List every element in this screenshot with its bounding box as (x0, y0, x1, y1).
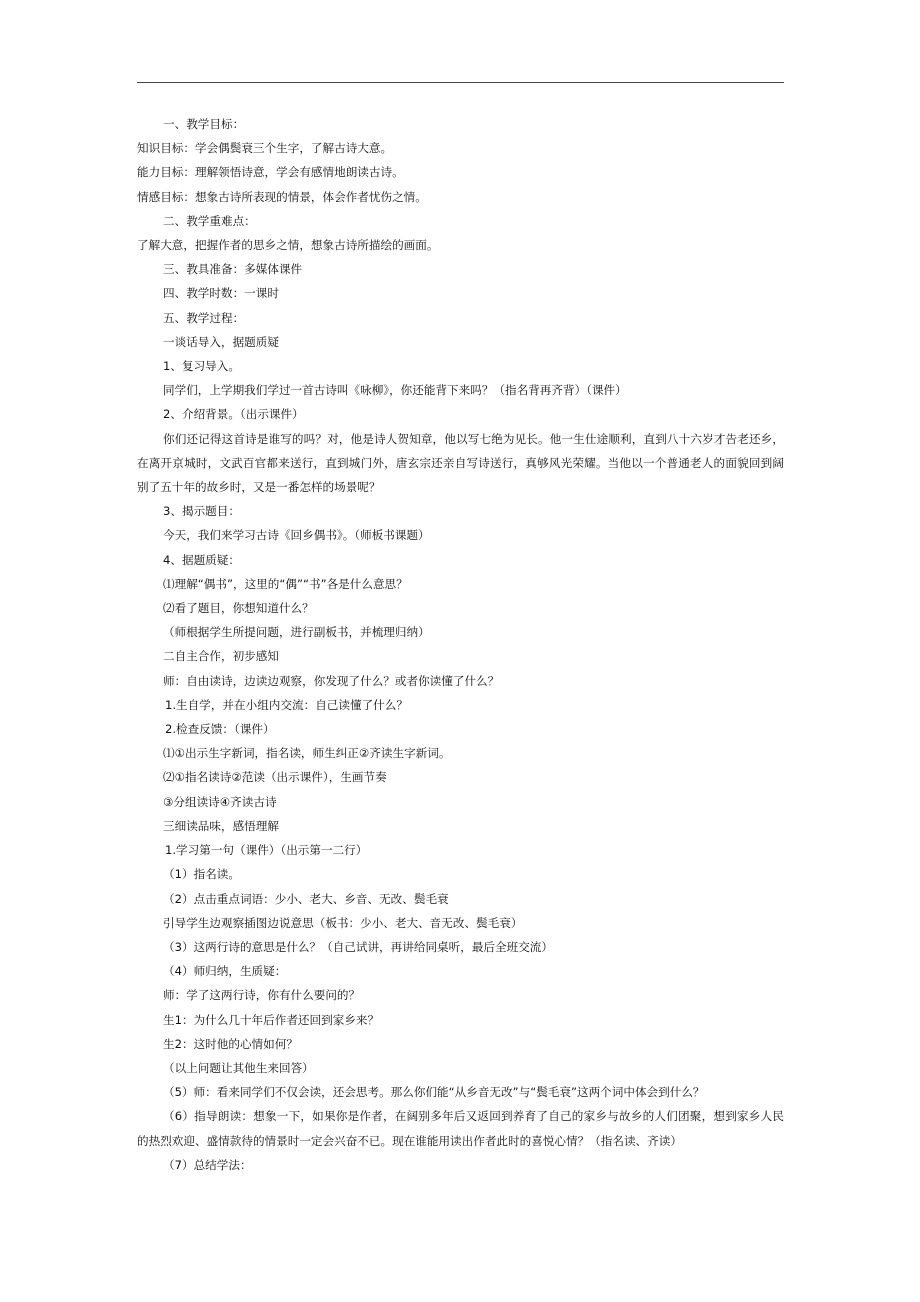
text-line: （2）点击重点词语：少小、老大、乡音、无改、鬓毛衰 (163, 891, 449, 906)
text-line: 师：自由读诗，边读边观察，你发现了什么？或者你读懂了什么？ (163, 673, 500, 688)
text-line: ③分组读诗④齐读古诗 (163, 794, 277, 809)
text-line: 1、复习导入。 (163, 359, 240, 374)
text-line: 能力目标：理解领悟诗意，学会有感情地朗读古诗。 (137, 165, 404, 180)
text-line: 三、教具准备：多媒体课件 (163, 262, 303, 277)
text-paragraph: （6）指导朗读：想象一下，如果你是作者，在阔别多年后又返回到养育了自己的家乡与故乡的人们团聚，想到家乡人民的热烈欢迎、盛情款待的情景时一定会兴奋不已。现在谁能用读出作者此时的喜悦心情？（指名读、齐读） (137, 1109, 784, 1148)
text-line: 今天，我们来学习古诗《回乡偶书》。（师板书课题） (163, 528, 430, 543)
text-line: 生1：为什么几十年后作者还回到家乡来？ (163, 1012, 380, 1027)
text-line: （7）总结学法： (163, 1157, 252, 1172)
text-line: ⑵看了题目，你想知道什么？ (163, 601, 314, 616)
text-line: 一谈话导入，据题质疑 (163, 334, 279, 349)
text-line: 同学们，上学期我们学过一首古诗叫《咏柳》，你还能背下来吗？（指名背再齐背）（课件） (163, 383, 627, 398)
text-line: （师根据学生所提问题，进行副板书，并梳理归纳） (163, 625, 430, 640)
text-line: 4、据题质疑： (163, 552, 240, 567)
text-line: 知识目标：学会偶鬓衰三个生字，了解古诗大意。 (137, 141, 393, 156)
text-line: 一、教学目标： (163, 117, 245, 131)
text-line: 3、揭示题目： (163, 504, 240, 519)
text-line: 二、教学重难点： (163, 213, 256, 228)
document-body (137, 112, 784, 1177)
text-line: 了解大意，把握作者的思乡之情，想象古诗所描绘的画面。 (137, 238, 439, 253)
text-line: （以上问题让其他生来回答） (163, 1060, 314, 1075)
header-rule (137, 82, 784, 83)
text-line: （1）指名读。 (163, 867, 240, 882)
text-line: ⑴①出示生字新词，指名读，师生纠正②齐读生字新词。 (163, 746, 451, 761)
text-line: ⑴理解“偶书”，这里的“偶”“书”各是什么意思？ (163, 576, 408, 591)
text-line: 情感目标：想象古诗所表现的情景，体会作者忧伤之情。 (137, 189, 427, 204)
text-line: 1.生自学，并在小组内交流：自己读懂了什么？ (165, 697, 408, 712)
text-line: 生2：这时他的心情如何？ (163, 1036, 298, 1051)
text-line: ⑵①指名读诗②范读（出示课件），生画节奏 (163, 770, 387, 785)
text-line: （5）师：看来同学们不仅会读，还会思考。那么你们能“从乡音无改”与“鬓毛衰”这两个词中体会到什么？ (163, 1085, 705, 1100)
text-line: （3）这两行诗的意思是什么？（自己试讲，再讲给同桌听，最后全班交流） (163, 939, 553, 954)
text-line: （4）师归纳，生质疑： (163, 964, 287, 979)
text-line: 二自主合作，初步感知 (163, 649, 279, 664)
text-paragraph: 你们还记得这首诗是谁写的吗？对，他是诗人贺知章，他以写七绝为见长。他一生仕途顺利，直到八十六岁才告老还乡，在离开京城时，文武百官都来送行，直到城门外，唐玄宗还亲自写诗送行，真够风光荣耀。当他以一个普通老人的面貌回到阔别了五十年的故乡时，又是一番怎样的场景呢？ (137, 431, 784, 495)
text-line: 四、教学时数：一课时 (163, 286, 279, 301)
text-line: 三细读品味，感悟理解 (163, 818, 279, 833)
text-line: 1.学习第一句（课件）（出示第一二行） (165, 843, 368, 858)
text-line: 2.检查反馈：（课件） (165, 722, 275, 737)
text-line: 师：学了这两行诗，你有什么要问的？ (163, 988, 361, 1003)
text-line: 五、教学过程： (163, 310, 245, 325)
text-line: 2、介绍背景。（出示课件） (163, 407, 304, 422)
text-line: 引导学生边观察插图边说意思（板书：少小、老大、音无改、鬓毛衰） (163, 915, 523, 930)
